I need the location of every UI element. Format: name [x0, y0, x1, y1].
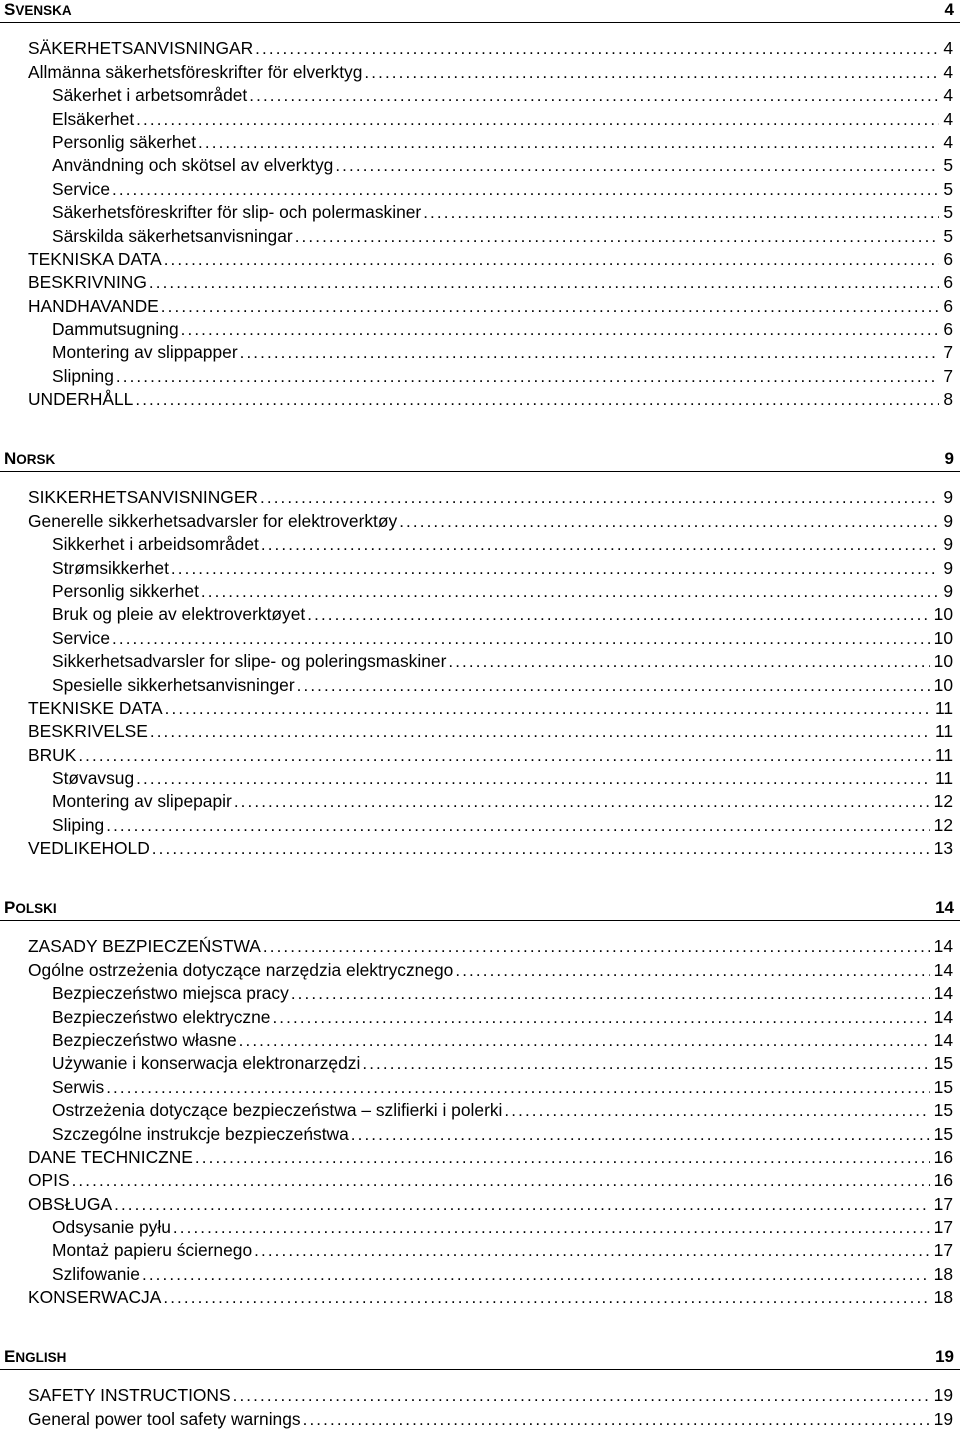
toc-entry[interactable]	[0, 934, 953, 957]
toc-entry-list	[0, 36, 960, 410]
dot-leader	[195, 1147, 930, 1168]
dot-leader	[72, 1170, 930, 1191]
toc-entry[interactable]	[0, 36, 953, 59]
toc-entry-list	[0, 1383, 960, 1430]
toc-entry-page: 6	[939, 249, 953, 270]
dot-leader	[161, 296, 940, 317]
toc-entry-page: 19	[930, 1385, 953, 1406]
toc-entry-label: Allmänna säkerhetsföreskrifter för elverktyg	[28, 61, 363, 82]
section-title	[4, 0, 72, 21]
toc-entry-page: 6	[939, 319, 953, 340]
toc-entry-page: 18	[930, 1287, 953, 1308]
toc-entry-label: Bezpieczeństwo elektryczne	[52, 1006, 271, 1027]
toc-entry[interactable]	[0, 83, 953, 106]
dot-leader	[112, 628, 930, 649]
toc-entry[interactable]	[0, 363, 953, 386]
dot-leader	[106, 1077, 929, 1098]
dot-leader	[114, 1194, 930, 1215]
toc-entry[interactable]	[0, 1261, 953, 1284]
toc-entry[interactable]	[0, 672, 953, 695]
toc-entry-page: 16	[930, 1147, 953, 1168]
section-title-rest: VENSKA	[15, 3, 72, 18]
dot-leader	[171, 558, 939, 579]
section-header[interactable]	[0, 898, 960, 921]
dot-leader	[233, 1385, 930, 1406]
toc-entry[interactable]	[0, 387, 953, 410]
dot-leader	[201, 581, 939, 602]
toc-entry-page: 9	[939, 581, 953, 602]
toc-entry[interactable]	[0, 340, 953, 363]
toc-entry-label: Odsysanie pyłu	[52, 1217, 171, 1238]
toc-entry-page: 10	[930, 675, 953, 696]
dot-leader	[240, 342, 940, 363]
dot-leader	[260, 487, 939, 508]
toc-entry-page: 6	[939, 296, 953, 317]
toc-entry-label: SIKKERHETSANVISNINGER	[28, 487, 258, 508]
toc-entry-label: General power tool safety warnings	[28, 1408, 301, 1429]
toc-entry[interactable]	[0, 153, 953, 176]
toc-entry[interactable]	[0, 485, 953, 508]
toc-entry-page: 14	[930, 960, 953, 981]
section-page-number: 14	[935, 898, 954, 917]
section-page-number: 19	[935, 1347, 954, 1366]
toc-entry[interactable]	[0, 649, 953, 672]
section-header[interactable]	[0, 0, 960, 23]
dot-leader	[136, 109, 939, 130]
toc-entry-label: Säkerhet i arbetsområdet	[52, 85, 248, 106]
toc-entry-label: UNDERHÅLL	[28, 389, 134, 410]
toc-entry-label: Bezpieczeństwo miejsca pracy	[52, 983, 289, 1004]
toc-entry[interactable]	[0, 625, 953, 648]
dot-leader	[295, 226, 940, 247]
toc-entry-label: VEDLIKEHOLD	[28, 838, 150, 859]
toc-entry-page: 4	[939, 38, 953, 59]
toc-entry-page: 10	[930, 628, 953, 649]
toc-section	[0, 0, 960, 410]
toc-entry[interactable]	[0, 1238, 953, 1261]
section-title-initial: P	[4, 898, 16, 917]
toc-entry-page: 9	[939, 558, 953, 579]
toc-entry-label: Montaż papieru ściernego	[52, 1240, 253, 1261]
toc-entry-label: OPIS	[28, 1170, 70, 1191]
toc-entry-label: Säkerhetsföreskrifter för slip- och polermaskiner	[52, 202, 422, 223]
toc-entry-page: 5	[939, 155, 953, 176]
toc-entry-label: Ostrzeżenia dotyczące bezpieczeństwa – szlifierki i polerki	[52, 1100, 503, 1121]
toc-entry-page: 11	[931, 698, 953, 719]
toc-entry[interactable]	[0, 602, 953, 625]
toc-entry[interactable]	[0, 1098, 953, 1121]
toc-entry-label: Montering av slipepapir	[52, 791, 232, 812]
toc-entry[interactable]	[0, 1074, 953, 1097]
dot-leader	[234, 791, 930, 812]
dot-leader	[362, 1053, 929, 1074]
toc-entry-page: 5	[939, 179, 953, 200]
toc-entry-label: Bezpieczeństwo własne	[52, 1029, 237, 1050]
toc-entry-page: 17	[930, 1194, 953, 1215]
toc-entry[interactable]	[0, 1028, 953, 1051]
toc-entry-label: SAFETY INSTRUCTIONS	[28, 1385, 231, 1406]
toc-entry[interactable]	[0, 176, 953, 199]
dot-leader	[307, 604, 929, 625]
toc-entry-label: Støvavsug	[52, 768, 135, 789]
toc-entry[interactable]	[0, 1215, 953, 1238]
section-header[interactable]	[0, 449, 960, 472]
toc-entry-page: 14	[930, 1030, 953, 1051]
dot-leader	[249, 85, 939, 106]
toc-entry-page: 6	[939, 272, 953, 293]
toc-entry[interactable]	[0, 836, 953, 859]
toc-entry-label: OBSŁUGA	[28, 1193, 113, 1214]
toc-entry-label: Szczególne instrukcje bezpieczeństwa	[52, 1123, 349, 1144]
toc-entry[interactable]	[0, 1285, 953, 1308]
toc-entry[interactable]	[0, 200, 953, 223]
toc-entry-page: 7	[939, 366, 953, 387]
toc-entry[interactable]	[0, 223, 953, 246]
toc-entry-label: Generelle sikkerhetsadvarsler for elektroverktøy	[28, 510, 398, 531]
toc-section	[0, 898, 960, 1308]
toc-entry-page: 8	[939, 389, 953, 410]
section-page-number: 4	[944, 0, 954, 19]
toc-entry-label: Elsäkerhet	[52, 108, 135, 129]
dot-leader	[136, 768, 931, 789]
toc-entry-page: 12	[930, 791, 953, 812]
toc-entry[interactable]	[0, 59, 953, 82]
section-title-rest: ORSK	[16, 452, 56, 467]
dot-leader	[504, 1100, 929, 1121]
toc-entry-page: 5	[939, 202, 953, 223]
toc-entry-label: Slipning	[52, 365, 114, 386]
dot-leader	[142, 1264, 930, 1285]
toc-entry-page: 7	[939, 342, 953, 363]
toc-entry[interactable]	[0, 555, 953, 578]
toc-entry-page: 12	[930, 815, 953, 836]
toc-entry[interactable]	[0, 293, 953, 316]
section-title-initial: S	[4, 0, 16, 19]
toc-entry[interactable]	[0, 317, 953, 340]
dot-leader	[116, 366, 939, 387]
dot-leader	[455, 960, 929, 981]
dot-leader	[303, 1409, 930, 1430]
toc-entry-label: Personlig säkerhet	[52, 131, 197, 152]
section-title-initial: E	[4, 1347, 16, 1366]
toc-entry-page: 5	[939, 226, 953, 247]
dot-leader	[164, 249, 940, 270]
toc-entry-label: BESKRIVNING	[28, 272, 147, 293]
section-header[interactable]	[0, 1347, 960, 1370]
toc-entry-label: Szlifowanie	[52, 1263, 140, 1284]
toc-entry-list	[0, 485, 960, 859]
dot-leader	[254, 1240, 930, 1261]
toc-entry[interactable]	[0, 719, 953, 742]
toc-entry-page: 11	[931, 768, 953, 789]
toc-entry[interactable]	[0, 1004, 953, 1027]
toc-entry[interactable]	[0, 957, 953, 980]
toc-entry[interactable]	[0, 106, 953, 129]
toc-entry-label: Service	[52, 178, 110, 199]
dot-leader	[263, 936, 930, 957]
dot-leader	[198, 132, 939, 153]
toc-entry-label: BESKRIVELSE	[28, 721, 148, 742]
dot-leader	[364, 62, 939, 83]
toc-entry-page: 10	[930, 651, 953, 672]
toc-entry-label: Särskilda säkerhetsanvisningar	[52, 225, 293, 246]
toc-entry-label: Dammutsugning	[52, 319, 179, 340]
toc-entry[interactable]	[0, 130, 953, 153]
toc-entry-page: 15	[930, 1124, 953, 1145]
toc-entry-page: 11	[931, 721, 953, 742]
toc-entry-page: 11	[931, 745, 953, 766]
toc-entry[interactable]	[0, 981, 953, 1004]
toc-entry-label: Bruk og pleie av elektroverktøyet	[52, 604, 306, 625]
toc-entry-page: 9	[939, 511, 953, 532]
dot-leader	[149, 272, 939, 293]
dot-leader	[150, 721, 931, 742]
toc-entry-label: ZASADY BEZPIECZEŃSTWA	[28, 936, 261, 957]
toc-entry-label: Strømsikkerhet	[52, 557, 169, 578]
toc-entry[interactable]	[0, 812, 953, 835]
toc-entry-page: 13	[930, 838, 953, 859]
toc-entry-page: 17	[930, 1240, 953, 1261]
dot-leader	[399, 511, 939, 532]
toc-entry-label: Montering av slippapper	[52, 342, 238, 363]
toc-entry[interactable]	[0, 696, 953, 719]
toc-entry-label: TEKNISKE DATA	[28, 697, 163, 718]
dot-leader	[165, 698, 931, 719]
toc-entry-page: 17	[930, 1217, 953, 1238]
toc-entry[interactable]	[0, 532, 953, 555]
dot-leader	[297, 675, 930, 696]
dot-leader	[423, 202, 939, 223]
toc-entry[interactable]	[0, 247, 953, 270]
toc-entry-page: 10	[930, 604, 953, 625]
toc-entry-label: HANDHAVANDE	[28, 295, 159, 316]
section-title	[4, 449, 55, 470]
toc-entry-label: Sliping	[52, 814, 105, 835]
dot-leader	[291, 983, 930, 1004]
toc-entry[interactable]	[0, 1406, 953, 1429]
toc-entry-page: 14	[930, 983, 953, 1004]
toc-entry-label: KONSERWACJA	[28, 1287, 162, 1308]
toc-entry-page: 16	[930, 1170, 953, 1191]
toc-entry-label: TEKNISKA DATA	[28, 248, 162, 269]
dot-leader	[173, 1217, 930, 1238]
dot-leader	[152, 838, 930, 859]
toc-entry-page: 15	[930, 1077, 953, 1098]
toc-entry-page: 4	[939, 62, 953, 83]
toc-entry-page: 14	[930, 1007, 953, 1028]
dot-leader	[112, 179, 939, 200]
toc-entry-label: Używanie i konserwacja elektronarzędzi	[52, 1053, 361, 1074]
dot-leader	[272, 1007, 929, 1028]
toc-entry-label: Användning och skötsel av elverktyg	[52, 155, 334, 176]
section-title-initial: N	[4, 449, 17, 468]
toc-entry[interactable]	[0, 1121, 953, 1144]
toc-entry-label: SÄKERHETSANVISNINGAR	[28, 38, 254, 59]
toc-entry[interactable]	[0, 742, 953, 765]
toc-entry-page: 18	[930, 1264, 953, 1285]
section-title-rest: NGLISH	[15, 1350, 67, 1365]
toc-entry-label: Service	[52, 627, 110, 648]
dot-leader	[78, 745, 931, 766]
toc-entry-label: Sikkerhetsadvarsler for slipe- og poleringsmaskiner	[52, 651, 447, 672]
toc-entry-label: Ogólne ostrzeżenia dotyczące narzędzia elektrycznego	[28, 959, 454, 980]
toc-section	[0, 449, 960, 859]
toc-entry-page: 19	[930, 1409, 953, 1430]
toc-entry-list	[0, 934, 960, 1308]
toc-entry[interactable]	[0, 508, 953, 531]
toc-entry[interactable]	[0, 766, 953, 789]
dot-leader	[351, 1124, 930, 1145]
toc-entry[interactable]	[0, 1383, 953, 1406]
dot-leader	[448, 651, 929, 672]
dot-leader	[181, 319, 940, 340]
toc-entry-label: Sikkerhet i arbeidsområdet	[52, 534, 259, 555]
toc-entry-page: 15	[930, 1100, 953, 1121]
toc-entry-page: 4	[939, 85, 953, 106]
toc-entry[interactable]	[0, 579, 953, 602]
toc-entry-label: Serwis	[52, 1076, 105, 1097]
toc-entry-page: 15	[930, 1053, 953, 1074]
toc-entry[interactable]	[0, 1145, 953, 1168]
toc-entry-page: 4	[939, 109, 953, 130]
toc-entry-label: Spesielle sikkerhetsanvisninger	[52, 674, 295, 695]
dot-leader	[335, 155, 939, 176]
toc-entry[interactable]	[0, 1191, 953, 1214]
toc-entry-label: DANE TECHNICZNE	[28, 1146, 193, 1167]
toc-entry-page: 9	[939, 534, 953, 555]
dot-leader	[106, 815, 929, 836]
dot-leader	[255, 38, 939, 59]
toc-section	[0, 1347, 960, 1430]
toc-entry[interactable]	[0, 1051, 953, 1074]
toc-entry[interactable]	[0, 270, 953, 293]
dot-leader	[239, 1030, 930, 1051]
toc-entry-page: 14	[930, 936, 953, 957]
section-title-rest: OLSKI	[15, 901, 57, 916]
dot-leader	[261, 534, 939, 555]
toc-entry[interactable]	[0, 789, 953, 812]
toc-entry-page: 4	[939, 132, 953, 153]
toc-entry[interactable]	[0, 1168, 953, 1191]
toc-entry-page: 9	[939, 487, 953, 508]
section-page-number: 9	[944, 449, 954, 468]
dot-leader	[135, 389, 939, 410]
dot-leader	[163, 1287, 929, 1308]
section-title	[4, 1347, 66, 1368]
toc-entry-label: BRUK	[28, 744, 77, 765]
toc-entry-label: Personlig sikkerhet	[52, 580, 199, 601]
section-title	[4, 898, 57, 919]
